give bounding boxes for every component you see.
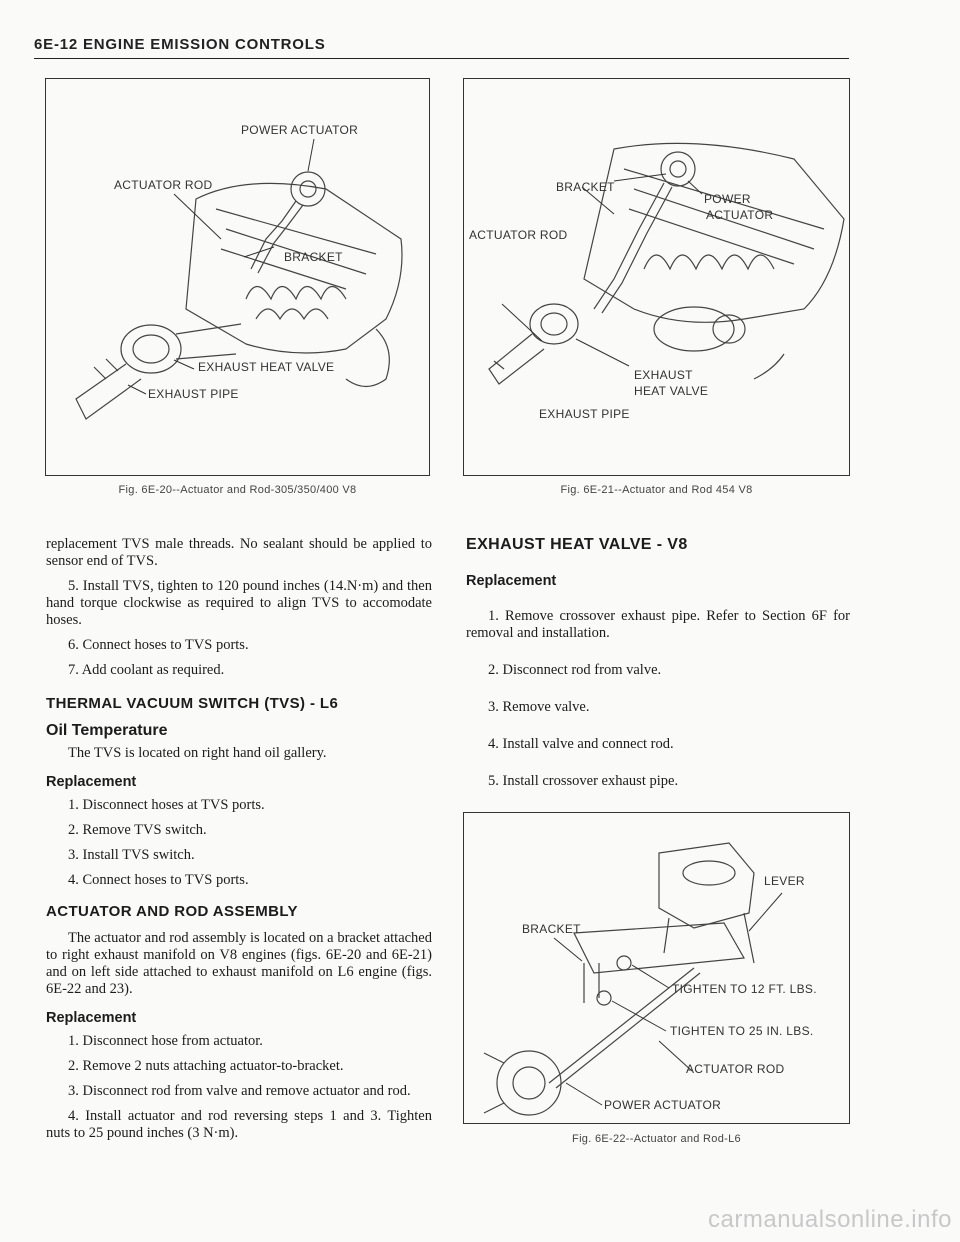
step: 2. Remove TVS switch. <box>68 822 207 838</box>
caption-6e-21: Fig. 6E-21--Actuator and Rod 454 V8 <box>560 484 753 496</box>
caption-6e-20: Fig. 6E-20--Actuator and Rod-305/350/400 V8 <box>118 484 357 496</box>
figure-6e-21 <box>463 78 850 476</box>
heading-exhaust-heat-valve: EXHAUST HEAT VALVE - V8 <box>466 536 688 553</box>
label-actuator-rod: ACTUATOR ROD <box>114 178 213 192</box>
step: 2. Disconnect rod from valve. <box>488 662 662 678</box>
heading-tvs: THERMAL VACUUM SWITCH (TVS) - L6 <box>46 695 339 712</box>
page-header <box>34 28 849 59</box>
label-actuator-rod: ACTUATOR ROD <box>686 1062 785 1076</box>
figure-6e-20-illustration <box>46 79 429 475</box>
heading-replacement: Replacement <box>46 1010 137 1026</box>
figure-6e-21-illustration <box>464 79 849 475</box>
label-exhaust-heat-valve: EXHAUST HEAT VALVE <box>198 360 335 374</box>
header-title: 6E-12 ENGINE EMISSION CONTROLS <box>34 36 326 53</box>
label-power-actuator: POWER ACTUATOR <box>604 1098 722 1112</box>
step: 1. Disconnect hoses at TVS ports. <box>68 797 265 813</box>
step: 3. Remove valve. <box>488 699 590 715</box>
step: 3. Disconnect rod from valve and remove actuator and rod. <box>68 1083 411 1099</box>
label-bracket: BRACKET <box>284 250 343 264</box>
label-bracket: BRACKET <box>522 922 581 936</box>
paragraph: The TVS is located on right hand oil gallery. <box>68 745 327 761</box>
step: 4. Connect hoses to TVS ports. <box>68 872 249 888</box>
label-bracket: BRACKET <box>556 180 615 194</box>
label-heat-valve: HEAT VALVE <box>634 384 709 398</box>
step: 2. Remove 2 nuts attaching actuator-to-bracket. <box>68 1058 344 1074</box>
watermark: carmanualsonline.info <box>708 1206 952 1233</box>
step: 4. Install valve and connect rod. <box>488 736 674 752</box>
caption-6e-22: Fig. 6E-22--Actuator and Rod-L6 <box>572 1133 741 1145</box>
step: 1. Disconnect hose from actuator. <box>68 1033 263 1049</box>
figure-6e-22-illustration <box>464 813 849 1123</box>
label-exhaust-pipe: EXHAUST PIPE <box>539 407 630 421</box>
paragraph: replacement TVS male threads. No sealant should be applied to sensor end of TVS. <box>46 536 432 569</box>
figure-6e-22 <box>463 812 850 1124</box>
label-exhaust: EXHAUST <box>634 368 693 382</box>
left-column <box>46 536 432 1150</box>
paragraph: 6. Connect hoses to TVS ports. <box>68 637 249 653</box>
label-tighten-25: TIGHTEN TO 25 IN. LBS. <box>670 1024 814 1038</box>
step: 4. Install actuator and rod reversing steps 1 and 3. Tighten nuts to 25 pound inches (3 N·m). <box>46 1108 432 1141</box>
right-column <box>466 536 850 798</box>
label-power-actuator: POWER ACTUATOR <box>241 123 359 137</box>
step: 1. Remove crossover exhaust pipe. Refer to Section 6F for removal and installation. <box>466 608 850 641</box>
step: 5. Install crossover exhaust pipe. <box>488 773 679 789</box>
figure-6e-20 <box>45 78 430 476</box>
heading-replacement: Replacement <box>46 774 137 790</box>
heading-replacement: Replacement <box>466 573 557 589</box>
label-power: POWER <box>704 192 751 206</box>
label-lever: LEVER <box>764 874 805 888</box>
label-actuator: ACTUATOR <box>706 208 774 222</box>
paragraph: The actuator and rod assembly is located on a bracket attached to right exhaust manifold on V8 engines (figs. 6E-20 and 6E-21) and on left side attached to exhaust manifold on L6 engine (figs. 6E-22 and 23). <box>46 930 432 997</box>
label-actuator-rod: ACTUATOR ROD <box>469 228 568 242</box>
label-exhaust-pipe: EXHAUST PIPE <box>148 387 239 401</box>
paragraph: 5. Install TVS, tighten to 120 pound inches (14.N·m) and then hand torque clockwise as required to align TVS to accomodate hoses. <box>46 578 432 628</box>
heading-actuator-rod-assembly: ACTUATOR AND ROD ASSEMBLY <box>46 903 298 920</box>
heading-oil-temperature: Oil Temperature <box>46 722 168 739</box>
step: 3. Install TVS switch. <box>68 847 195 863</box>
label-tighten-12: TIGHTEN TO 12 FT. LBS. <box>672 982 817 996</box>
paragraph: 7. Add coolant as required. <box>68 662 225 678</box>
